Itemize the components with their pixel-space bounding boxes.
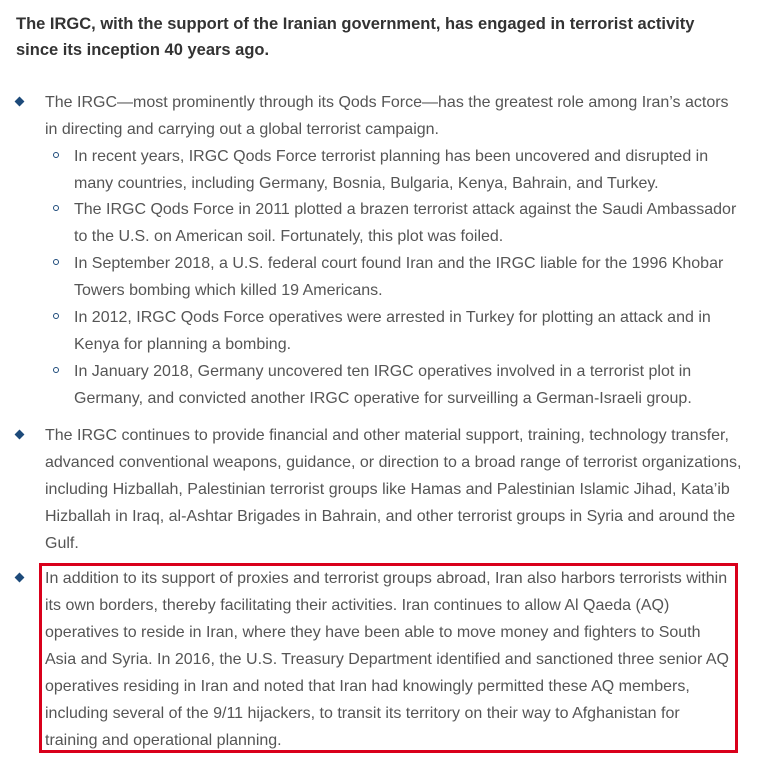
sub-item-text: In 2012, IRGC Qods Force operatives were arrested in Turkey for plotting an attack and in Kenya for planning a bombing. (74, 309, 711, 353)
sub-item-text: In September 2018, a U.S. federal court found Iran and the IRGC liable for the 1996 Khobar Towers bombing which killed 19 Americans. (74, 255, 724, 299)
document-heading: The IRGC, with the support of the Iranian government, has engaged in terrorist activity since its inception 40 years ago. (16, 15, 695, 59)
diamond-bullet-icon (15, 573, 25, 583)
sub-item-text: The IRGC Qods Force in 2011 plotted a brazen terrorist attack against the Saudi Ambassador to the U.S. on American soil. Fortunately, this plot was foiled. (74, 201, 737, 245)
bullet-text: The IRGC—most prominently through its Qods Force—has the greatest role among Iran’s actors in directing and carrying out a global terrorist campaign. (45, 94, 729, 138)
circle-bullet-icon (53, 205, 59, 211)
sub-item-text: In recent years, IRGC Qods Force terrorist planning has been uncovered and disrupted in many countries, including Germany, Bosnia, Bulgaria, Kenya, Bahrain, and Turkey. (74, 148, 709, 192)
bullet-text: In addition to its support of proxies and terrorist groups abroad, Iran also harbors terrorists within its own borders, thereby facilitating their activities. Iran continues to allow Al Qaeda (AQ) operatives to reside in Iran, where they have been able to move money and fighters to South Asia and Syria. In 2016, the U.S. Treasury Department identified and sanctioned three senior AQ operatives residing in Iran and noted that Iran had knowingly permitted these AQ members, including several of the 9/11 hijackers, to transit its territory on their way to Afghanistan for training and operational planning. (45, 570, 729, 749)
circle-bullet-icon (53, 313, 59, 319)
diamond-bullet-icon (15, 430, 25, 440)
sub-item-text: In January 2018, Germany uncovered ten IRGC operatives involved in a terrorist plot in Germany, and convicted another IRGC operative for surveilling a German-Israeli group. (74, 363, 692, 407)
highlight-box (39, 563, 738, 753)
circle-bullet-icon (53, 259, 59, 265)
circle-bullet-icon (53, 152, 59, 158)
circle-bullet-icon (53, 367, 59, 373)
bullet-text: The IRGC continues to provide financial and other material support, training, technology transfer, advanced conventional weapons, guidance, or direction to a broad range of terrorist organizations, including Hizballah, Palestinian terrorist groups like Hamas and Palestinian Islamic Jihad, Kata’ib Hizballah in Iraq, al-Ashtar Brigades in Bahrain, and other terrorist groups in Syria and around the Gulf. (45, 427, 742, 552)
diamond-bullet-icon (15, 97, 25, 107)
